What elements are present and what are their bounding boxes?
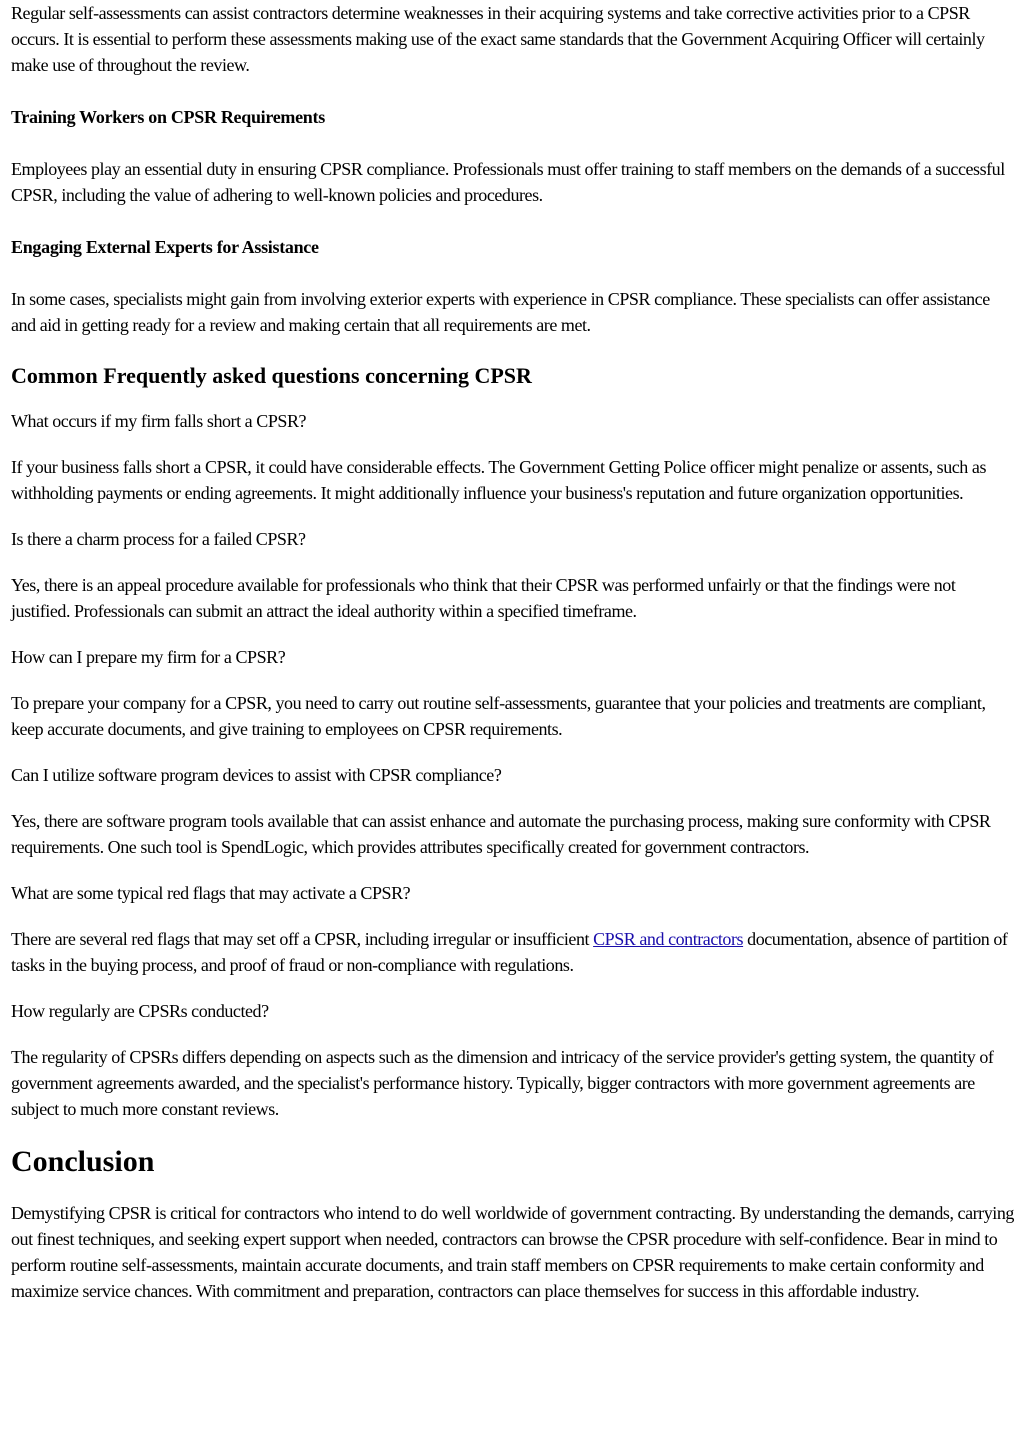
intro-paragraph: Regular self-assessments can assist contractors determine weaknesses in their acquiring systems and take corrective activities prior to a CPSR occurs. It is essential to perform these assessments making use of the exact same standards that the Government Acquiring Officer will certainly make use of throughout the review.: [11, 3, 985, 75]
experts-heading: Engaging External Experts for Assistance: [11, 237, 319, 257]
faq-question-6: How regularly are CPSRs conducted?: [11, 1001, 269, 1021]
conclusion-heading: Conclusion: [11, 1145, 155, 1178]
experts-paragraph: In some cases, specialists might gain from involving exterior experts with experience in CPSR compliance. These specialists can offer assistance and aid in getting ready for a review and making certain that all requirements are met.: [11, 289, 990, 335]
faq-question-3: How can I prepare my firm for a CPSR?: [11, 647, 286, 667]
faq-answer-5-text-before: There are several red flags that may set off a CPSR, including irregular or insufficient: [11, 929, 594, 949]
faq-question-1: What occurs if my firm falls short a CPSR?: [11, 411, 307, 431]
conclusion-paragraph: Demystifying CPSR is critical for contractors who intend to do well worldwide of government contracting. By understanding the demands, carrying out finest techniques, and seeking expert support when needed, contractors can browse the CPSR procedure with self-confidence. Bear in mind to perform routine self-assessments, maintain accurate documents, and train staff members on CPSR requirements to make certain conformity and maximize service chances. With commitment and preparation, contractors can place themselves for success in this affordable industry.: [11, 1203, 1014, 1301]
faq-answer-6: The regularity of CPSRs differs depending on aspects such as the dimension and intricacy of the service provider's getting system, the quantity of government agreements awarded, and the specialist's performance history. Typically, bigger contractors with more government agreements are subject to much more constant reviews.: [11, 1047, 994, 1119]
faq-heading: Common Frequently asked questions concerning CPSR: [11, 363, 532, 388]
faq-answer-4: Yes, there are software program tools available that can assist enhance and automate the purchasing process, making sure conformity with CPSR requirements. One such tool is SpendLogic, which provides attributes specifically created for government contractors.: [11, 811, 991, 857]
faq-answer-1: If your business falls short a CPSR, it could have considerable effects. The Government Getting Police officer might penalize or assents, such as withholding payments or ending agreements. It might additionally influence your business's reputation and future organization opportunities.: [11, 457, 987, 503]
faq-question-4: Can I utilize software program devices to assist with CPSR compliance?: [11, 765, 502, 785]
faq-question-5: What are some typical red flags that may activate a CPSR?: [11, 883, 411, 903]
faq-answer-5: [11, 926, 1016, 978]
training-heading: Training Workers on CPSR Requirements: [11, 107, 325, 127]
faq-answer-2: Yes, there is an appeal procedure available for professionals who think that their CPSR was performed unfairly or that the findings were not justified. Professionals can submit an attract the ideal authority within a specified timeframe.: [11, 575, 956, 621]
faq-answer-5-text-after: documentation, absence of partition of tasks in the buying process, and proof of fraud or non-compliance with regulations.: [11, 929, 1008, 975]
training-paragraph: Employees play an essential duty in ensuring CPSR compliance. Professionals must offer training to staff members on the demands of a successful CPSR, including the value of adhering to well-known policies and procedures.: [11, 159, 1005, 205]
cpsr-contractors-link[interactable]: CPSR and contractors: [593, 929, 744, 949]
faq-answer-3: To prepare your company for a CPSR, you need to carry out routine self-assessments, guarantee that your policies and treatments are compliant, keep accurate documents, and give training to employees on CPSR requirements.: [11, 693, 986, 739]
faq-question-2: Is there a charm process for a failed CPSR?: [11, 529, 306, 549]
